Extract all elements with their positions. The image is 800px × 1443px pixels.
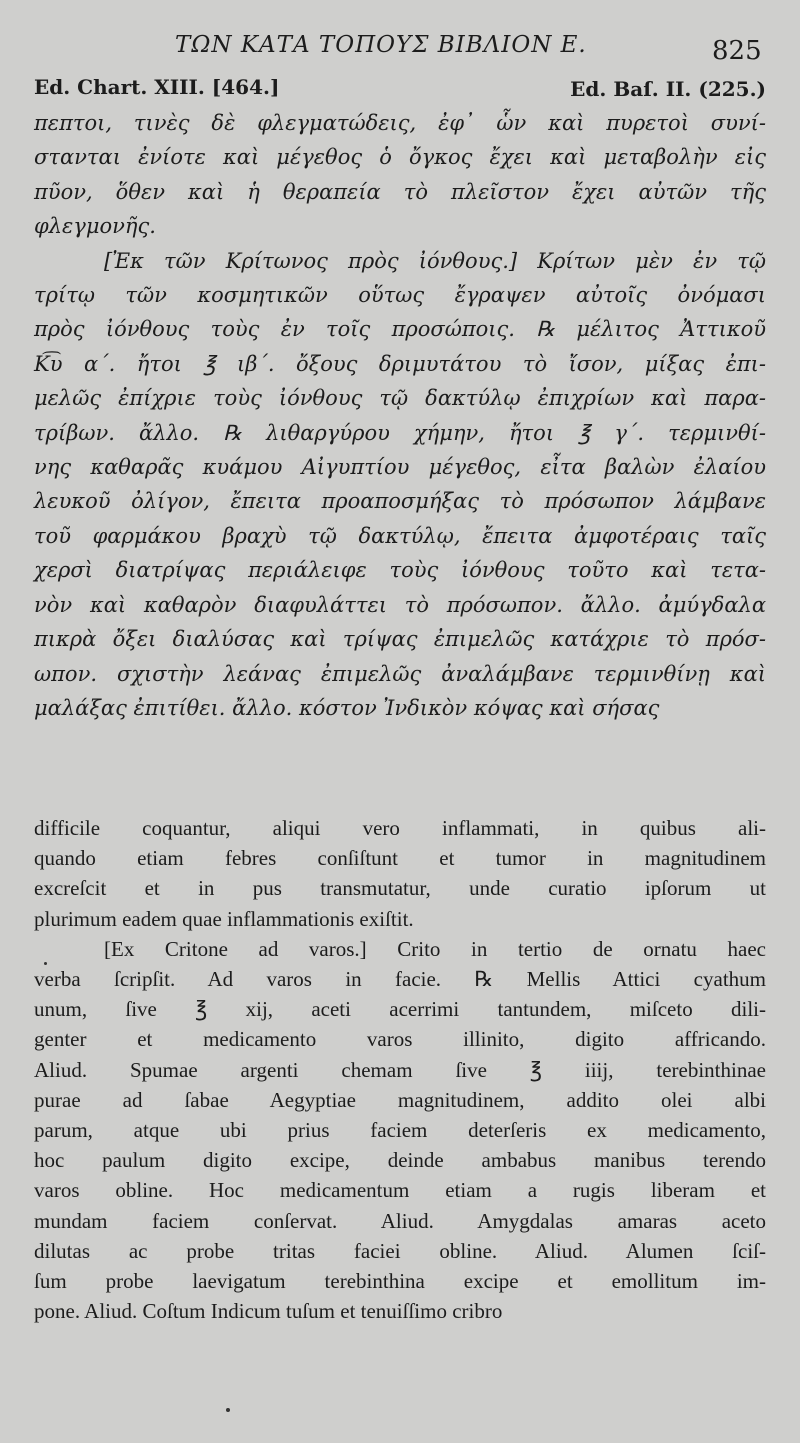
latin-line: verba ſcripſit. Ad varos in facie. ℞ Mellis Attici cyathum [34,967,766,992]
greek-line: πικρὰ ὄξει διαλύσας καὶ τρίψας ἐπιμελῶς κατάχριε τὸ πρόσ- [34,627,766,652]
latin-line: parum, atque ubi prius faciem deterſeris ex medicamento, [34,1118,766,1143]
latin-line: quando etiam febres conſiſtunt et tumor in magnitudinem [34,846,766,871]
greek-line: μελῶς ἐπίχριε τοὺς ἰόνθους τῷ δακτύλῳ ἐπιχρίων καὶ παρα- [34,386,766,411]
greek-line: τρίβων. ἄλλο. ℞ λιθαργύρου χήμην, ἤτοι ℥ γ΄. τερμινθί- [34,420,766,445]
latin-line: pone. Aliud. Coſtum Indicum tuſum et tenuiſſimo cribro [34,1299,503,1324]
greek-line: ωπον. σχιστὴν λεάνας ἐπιμελῶς ἀναλάμβανε τερμινθίνῃ καὶ [34,661,766,686]
greek-line: τρίτῳ τῶν κοσμητικῶν οὕτως ἔγραψεν αὐτοῖς ὀνόμασι [34,283,766,308]
latin-line: mundam faciem conſervat. Aliud. Amygdalas amaras aceto [34,1208,766,1233]
edition-reference-chartier: Ed. Chart. XIII. [464.] [34,75,280,99]
edition-reference-basel: Ed. Baſ. II. (225.) [570,77,766,101]
page-number: 825 [712,36,762,66]
greek-line: νὸν καὶ καθαρὸν διαφυλάττει τὸ πρόσωπον. ἄλλο. ἀμύγδαλα [34,592,766,617]
latin-line: purae ad ſabae Aegyptiae magnitudinem, addito olei albi [34,1087,766,1112]
latin-line: hoc paulum digito excipe, deinde ambabus manibus terendo [34,1148,766,1173]
greek-line: [Ἐκ τῶν Κρίτωνος πρὸς ἰόνθους.] Κρίτων μὲν ἐν τῷ [104,248,766,273]
ink-speck [226,1408,230,1412]
greek-line: τοῦ φαρμάκου βραχὺ τῷ δακτύλῳ, ἔπειτα ἀμφοτέραις ταῖς [34,523,766,548]
greek-line: πρὸς ἰόνθους τοὺς ἐν τοῖς προσώποις. ℞ μέλιτος Ἀττικοῦ [34,317,766,342]
latin-line: Aliud. Spumae argenti chemam ſive ℥ iiij, terebinthinae [34,1057,766,1082]
ink-speck [44,962,47,965]
latin-line: [Ex Critone ad varos.] Crito in tertio de ornatu haec [104,936,766,961]
greek-line: χερσὶ διατρίψας περιάλειφε τοὺς ἰόνθους τοῦτο καὶ τετα- [34,558,766,583]
running-head [0,26,800,66]
latin-line: excreſcit et in pus transmutatur, unde curatio ipſorum ut [34,876,766,901]
greek-line: μαλάξας ἐπιτίθει. ἄλλο. κόστον Ἰνδικὸν κόψας καὶ σήσας [34,695,660,720]
greek-line: πῦον, ὅθεν καὶ ἡ θεραπεία τὸ πλεῖστον ἔχει αὐτῶν τῆς [34,179,766,204]
latin-line: varos obline. Hoc medicamentum etiam a rugis liberam et [34,1178,766,1203]
greek-line: λευκοῦ ὀλίγον, ἔπειτα προαποσμήξας τὸ πρόσωπον λάμβανε [34,489,766,514]
greek-line: στανται ἐνίοτε καὶ μέγεθος ὁ ὄγκος ἔχει καὶ μεταβολὴν εἰς [34,145,766,170]
greek-line: φλεγμονῆς. [34,214,156,239]
greek-line: Κ͡υ α΄. ἤτοι ℥ ιβ΄. ὄξους δριμυτάτου τὸ ἴσον, μίξας ἐπι- [34,351,766,376]
latin-line: ſum probe laevigatum terebinthina excipe et emollitum im- [34,1269,766,1294]
latin-line: genter et medicamento varos illinito, digito affricando. [34,1027,766,1052]
latin-text-block [34,813,766,1326]
running-title: ΤΩΝ ΚΑΤΑ ΤΟΠΟΥΣ ΒΙΒΛΙΟΝ Ε. [175,32,587,58]
latin-line: dilutas ac probe tritas faciei obline. Aliud. Alumen ſciſ- [34,1238,766,1263]
greek-line: πεπτοι, τινὲς δὲ φλεγματώδεις, ἐφ᾽ ὧν καὶ πυρετοὶ συνί- [34,111,766,135]
greek-text-block [34,106,766,725]
edition-reference-line [34,75,766,103]
greek-line: νης καθαρᾶς κυάμου Αἰγυπτίου μέγεθος, εἶτα βαλὼν ἐλαίου [34,455,766,480]
latin-line: difficile coquantur, aliqui vero inflammati, in quibus ali- [34,816,766,840]
latin-line: unum, ſive ℥ xij, aceti acerrimi tantundem, miſceto dili- [34,997,766,1022]
latin-line: plurimum eadem quae inflammationis exiſtit. [34,906,414,931]
